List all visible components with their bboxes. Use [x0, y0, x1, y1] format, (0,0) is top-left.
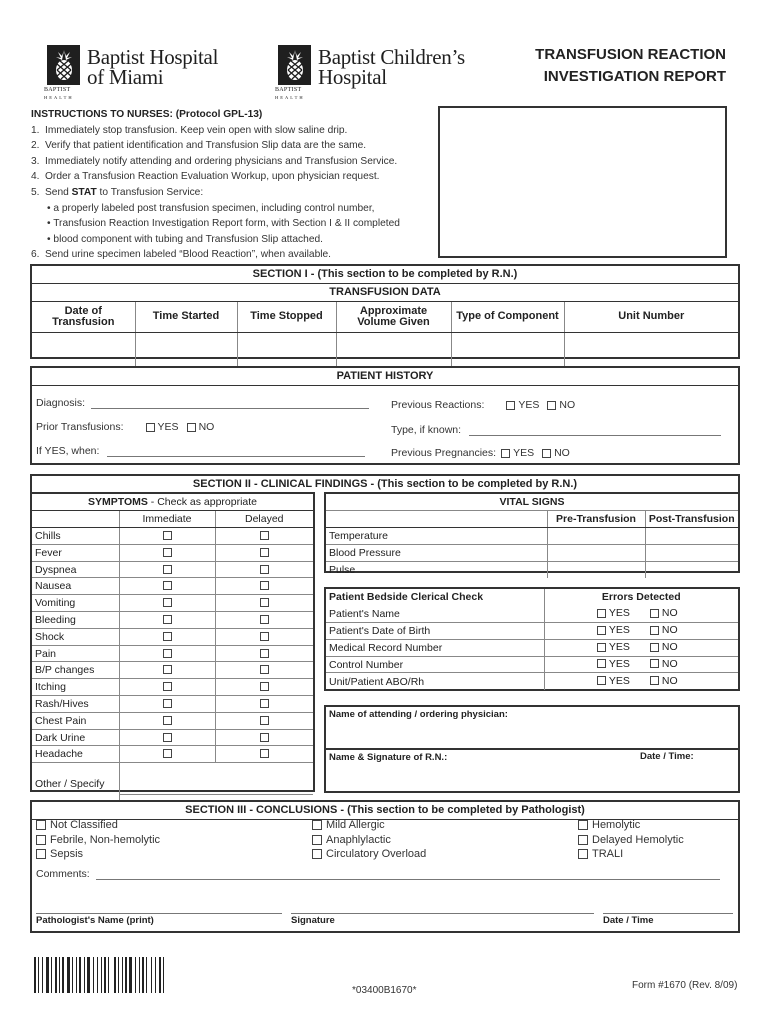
symptom-immediate-checkbox[interactable] [119, 679, 215, 696]
col-immediate: Immediate [119, 511, 215, 528]
symptom-delayed-checkbox[interactable] [215, 544, 313, 561]
checkbox-icon[interactable] [163, 548, 172, 557]
symptom-label: Bleeding [32, 612, 119, 629]
symptom-label: Chest Pain [32, 712, 119, 729]
col-type-of-component: Type of Component [451, 302, 564, 332]
instruction-item [31, 247, 431, 263]
yes-label: YES [518, 399, 540, 411]
patient-label-area[interactable] [438, 106, 727, 258]
yes-label: YES [157, 421, 179, 433]
checkbox-icon[interactable] [163, 682, 172, 691]
pathologist-signature-field[interactable] [291, 913, 594, 926]
item-text: Order a Transfusion Reaction Evaluation Workup, upon physician request. [45, 171, 380, 183]
symptom-label: B/P changes [32, 662, 119, 679]
symptom-label: Nausea [32, 578, 119, 595]
symptom-label: Pain [32, 645, 119, 662]
clerical-check-row [326, 623, 738, 640]
previous-reactions-label: Previous Reactions: [391, 399, 485, 411]
barcode [34, 957, 204, 993]
checkbox-icon[interactable] [260, 649, 269, 658]
item-number: 3. [31, 155, 40, 167]
errors-detected-options [544, 673, 738, 690]
clerical-check-label: Medical Record Number [326, 639, 544, 656]
symptom-immediate-checkbox[interactable] [119, 746, 215, 763]
col-unit-number: Unit Number [564, 302, 738, 332]
clerical-check-label: Patient's Date of Birth [326, 623, 544, 640]
rn-signature-field[interactable] [326, 750, 738, 791]
checkbox-icon[interactable] [260, 699, 269, 708]
logo-name-line1: Baptist Hospital [87, 45, 219, 69]
checkbox-icon[interactable] [312, 820, 322, 830]
vital-temperature-label: Temperature [326, 528, 547, 545]
symptom-label: Chills [32, 528, 119, 545]
item-text: Immediately notify attending and ordering physicians and Transfusion Service. [45, 155, 398, 167]
no-label: NO [661, 607, 678, 620]
previous-reactions-row [391, 399, 583, 411]
instruction-item [31, 169, 431, 185]
checkbox-icon[interactable] [547, 401, 556, 410]
conclusion-option-label: Hemolytic [592, 819, 641, 831]
symptom-immediate-checkbox[interactable] [119, 628, 215, 645]
errors-yes-option[interactable] [597, 675, 630, 687]
brand-tag: BAPTIST [275, 87, 302, 93]
no-label: NO [661, 624, 678, 637]
symptom-label: Fever [32, 544, 119, 561]
no-label: NO [661, 657, 678, 670]
prior-transfusions-label: Prior Transfusions: [36, 421, 124, 433]
conclusion-option-label: Sepsis [50, 848, 84, 860]
type-if-known-field[interactable] [469, 426, 721, 436]
patient-history-title: PATIENT HISTORY [32, 368, 738, 386]
checkbox-icon[interactable] [163, 581, 172, 590]
other-specify-field[interactable] [119, 763, 313, 805]
logo-baptist-hospital-miami [44, 45, 218, 101]
symptom-label: Shock [32, 628, 119, 645]
checkbox-icon[interactable] [260, 665, 269, 674]
temperature-post-field[interactable] [645, 528, 738, 545]
clerical-check-row [326, 606, 738, 623]
clerical-check-title: Patient Bedside Clerical Check [329, 591, 484, 604]
nurse-instructions [31, 107, 431, 263]
vital-pulse-label: Pulse [326, 561, 547, 578]
if-yes-when-field[interactable] [107, 447, 365, 457]
symptom-row [32, 612, 313, 629]
symptom-delayed-checkbox[interactable] [215, 746, 313, 763]
clerical-check-row [326, 673, 738, 690]
checkbox-icon[interactable] [260, 749, 269, 758]
section1-transfusion-data [30, 264, 740, 359]
symptom-immediate-checkbox[interactable] [119, 595, 215, 612]
pulse-post-field[interactable] [645, 561, 738, 578]
errors-yes-option[interactable] [597, 624, 630, 636]
checkbox-icon[interactable] [650, 676, 659, 685]
barcode-text: *03400B1670* [352, 985, 417, 996]
checkbox-icon[interactable] [597, 659, 606, 668]
symptom-delayed-checkbox[interactable] [215, 628, 313, 645]
checkbox-icon[interactable] [163, 665, 172, 674]
conclusion-option[interactable] [36, 819, 118, 831]
checkbox-icon[interactable] [36, 849, 46, 859]
symptom-delayed-checkbox[interactable] [215, 595, 313, 612]
symptom-row [32, 712, 313, 729]
conclusion-option-label: Delayed Hemolytic [592, 833, 684, 846]
instruction-item [31, 138, 431, 154]
previous-reactions-no[interactable] [547, 399, 575, 411]
checkbox-icon[interactable] [260, 598, 269, 607]
clerical-check-box [324, 587, 740, 691]
yes-label: YES [608, 657, 630, 670]
no-label: NO [554, 447, 570, 459]
checkbox-icon[interactable] [260, 565, 269, 574]
item-number: 5. [31, 186, 40, 198]
symptoms-title: SYMPTOMS [87, 496, 148, 509]
symptom-row [32, 696, 313, 713]
symptom-delayed-checkbox[interactable] [215, 679, 313, 696]
checkbox-icon[interactable] [650, 626, 659, 635]
conclusion-option[interactable] [312, 819, 385, 831]
clerical-check-row [326, 656, 738, 673]
col-line: Volume Given [357, 315, 430, 328]
clerical-check-table [326, 589, 738, 690]
no-label: NO [661, 641, 678, 654]
text-bold: STAT [71, 186, 97, 198]
errors-no-option[interactable] [650, 607, 678, 619]
checkbox-icon[interactable] [578, 835, 588, 845]
checkbox-icon[interactable] [260, 548, 269, 557]
errors-detected-options [544, 639, 738, 656]
symptom-row [32, 662, 313, 679]
previous-pregnancies-label: Previous Pregnancies: [391, 447, 497, 459]
symptoms-header [32, 494, 313, 511]
symptom-delayed-checkbox[interactable] [215, 612, 313, 629]
checkbox-icon[interactable] [163, 699, 172, 708]
pathologist-name-label: Pathologist's Name (print) [36, 915, 154, 926]
instruction-bullet: • blood component with tubing and Transfusion Slip attached. [47, 233, 323, 245]
conclusion-option-label: Not Classified [50, 819, 118, 831]
comments-field[interactable] [96, 870, 720, 880]
errors-detected-options [544, 656, 738, 673]
signatures-box [324, 705, 740, 793]
checkbox-icon[interactable] [36, 820, 46, 830]
checkbox-icon[interactable] [260, 581, 269, 590]
symptom-row [32, 561, 313, 578]
no-label: NO [661, 674, 678, 687]
col-line: Approximate [359, 304, 428, 317]
if-yes-when-label: If YES, when: [36, 445, 100, 457]
conclusion-option-label: Febrile, Non-hemolytic [50, 833, 161, 846]
instruction-item [31, 185, 431, 201]
checkbox-icon[interactable] [597, 643, 606, 652]
checkbox-icon[interactable] [163, 716, 172, 725]
physician-name-label: Name of attending / ordering physician: [329, 709, 508, 720]
symptom-delayed-checkbox[interactable] [215, 712, 313, 729]
clerical-check-label: Unit/Patient ABO/Rh [329, 675, 425, 688]
conclusion-option-label: Circulatory Overload [326, 848, 427, 860]
logo-baptist-childrens-hospital [275, 45, 465, 101]
rn-signature-label: Name & Signature of R.N.: [329, 752, 448, 763]
col-delayed: Delayed [215, 511, 313, 528]
logo-name-line1: Baptist Children’s [318, 45, 465, 69]
symptom-row [32, 746, 313, 763]
clerical-check-label: Patient's Name [326, 606, 544, 623]
logo-name-line2: Hospital [318, 65, 387, 89]
checkbox-icon[interactable] [312, 835, 322, 845]
errors-detected-options [544, 623, 738, 640]
checkbox-icon[interactable] [260, 682, 269, 691]
symptom-label: Dyspnea [32, 561, 119, 578]
symptom-label: Vomiting [32, 595, 119, 612]
symptom-delayed-checkbox[interactable] [215, 578, 313, 595]
checkbox-icon[interactable] [146, 423, 155, 432]
symptom-row [32, 595, 313, 612]
checkbox-icon[interactable] [506, 401, 515, 410]
item-text: Immediately stop transfusion. Keep vein open with slow saline drip. [45, 124, 348, 136]
checkbox-icon[interactable] [260, 531, 269, 540]
errors-no-option[interactable] [650, 675, 678, 687]
checkbox-icon[interactable] [163, 531, 172, 540]
checkbox-icon[interactable] [163, 632, 172, 641]
signature-label: Signature [291, 915, 335, 926]
checkbox-icon[interactable] [260, 716, 269, 725]
brand-tag-sub: HEALTH [275, 95, 305, 100]
symptom-immediate-checkbox[interactable] [119, 578, 215, 595]
symptoms-subtitle: - Check as appropriate [147, 496, 258, 509]
instructions-heading: INSTRUCTIONS TO NURSES: (Protocol GPL-13) [31, 109, 263, 120]
symptom-delayed-checkbox[interactable] [215, 662, 313, 679]
conclusion-option[interactable] [36, 848, 83, 860]
form-title-line1: TRANSFUSION REACTION [535, 46, 726, 63]
errors-yes-option[interactable] [597, 658, 630, 670]
conclusion-option[interactable] [36, 834, 160, 846]
errors-yes-option[interactable] [597, 607, 630, 619]
checkbox-icon[interactable] [163, 733, 172, 742]
checkbox-icon[interactable] [163, 598, 172, 607]
form-title [514, 44, 726, 88]
comments-row [36, 868, 720, 880]
checkbox-icon[interactable] [650, 643, 659, 652]
checkbox-icon[interactable] [163, 615, 172, 624]
col-post-transfusion: Post-Transfusion [645, 511, 738, 528]
col-line: Transfusion [52, 315, 115, 328]
conclusion-option[interactable] [578, 848, 623, 860]
symptom-row [32, 544, 313, 561]
symptom-col-blank [32, 511, 119, 528]
section1-title: SECTION I - (This section to be completed by R.N.) [32, 266, 738, 284]
checkbox-icon[interactable] [578, 820, 588, 830]
symptom-delayed-checkbox[interactable] [215, 729, 313, 746]
previous-pregnancies-no[interactable] [542, 447, 570, 459]
previous-pregnancies-row [391, 447, 578, 459]
symptom-immediate-checkbox[interactable] [119, 712, 215, 729]
transfusion-data-title: TRANSFUSION DATA [32, 284, 738, 302]
item-text: Send urine specimen labeled “Blood Reaction”, when available. [45, 249, 331, 261]
conclusion-option[interactable] [312, 834, 391, 846]
blood-pressure-pre-field[interactable] [547, 544, 645, 561]
symptom-immediate-checkbox[interactable] [119, 561, 215, 578]
conclusion-option-label: Mild Allergic [326, 819, 385, 831]
rn-date-time-label: Date / Time: [640, 751, 694, 762]
prior-transfusions-no[interactable] [187, 421, 215, 433]
yes-label: YES [608, 641, 630, 654]
conclusion-option-label: Anaphlylactic [326, 833, 391, 846]
item-number: 1. [31, 124, 40, 136]
brand-tag-sub: HEALTH [44, 95, 74, 100]
instruction-bullet: • a properly labeled post transfusion specimen, including control number, [47, 202, 375, 214]
checkbox-icon[interactable] [163, 649, 172, 658]
symptom-row [32, 528, 313, 545]
conclusion-option-label: TRALI [592, 848, 624, 860]
text-pre: Send [45, 186, 72, 198]
transfusion-data-table [32, 302, 738, 372]
previous-reactions-yes[interactable] [506, 399, 539, 411]
checkbox-icon[interactable] [187, 423, 196, 432]
symptom-row [32, 679, 313, 696]
symptom-immediate-checkbox[interactable] [119, 612, 215, 629]
errors-detected-options [544, 606, 738, 623]
yes-label: YES [513, 447, 535, 459]
vital-signs-title: VITAL SIGNS [326, 494, 738, 511]
logo-name-line2: of Miami [87, 65, 164, 89]
errors-yes-option[interactable] [597, 641, 630, 653]
col-pre-transfusion: Pre-Transfusion [547, 511, 645, 528]
pulse-pre-field[interactable] [547, 561, 645, 578]
symptoms-table [32, 494, 313, 805]
item-number: 2. [31, 140, 40, 152]
symptom-immediate-checkbox[interactable] [119, 696, 215, 713]
item-number: 4. [31, 171, 40, 183]
col-time-stopped: Time Stopped [237, 302, 336, 332]
symptom-immediate-checkbox[interactable] [119, 662, 215, 679]
instruction-item [31, 123, 431, 139]
no-label: NO [198, 421, 215, 433]
checkbox-icon[interactable] [597, 609, 606, 618]
other-specify-label: Other / Specify [32, 763, 119, 805]
symptom-delayed-checkbox[interactable] [215, 528, 313, 545]
form-number: Form #1670 (Rev. 8/09) [632, 980, 738, 991]
prior-transfusions-row [36, 421, 222, 433]
diagnosis-label: Diagnosis: [36, 397, 86, 409]
errors-no-option[interactable] [650, 641, 678, 653]
item-number: 6. [31, 249, 40, 261]
symptom-label: Itching [32, 679, 119, 696]
if-yes-when-row [36, 445, 365, 457]
blood-pressure-post-field[interactable] [645, 544, 738, 561]
symptom-row [32, 628, 313, 645]
pathologist-date-time-label: Date / Time [603, 915, 654, 926]
instruction-item [31, 154, 431, 170]
pineapple-icon [47, 45, 80, 85]
checkbox-icon[interactable] [650, 609, 659, 618]
checkbox-icon[interactable] [163, 565, 172, 574]
symptom-label: Rash/Hives [32, 696, 119, 713]
symptom-immediate-checkbox[interactable] [119, 528, 215, 545]
vital-blood-pressure-label: Blood Pressure [326, 544, 547, 561]
checkbox-icon[interactable] [260, 632, 269, 641]
item-text: Verify that patient identification and Transfusion Slip data are the same. [45, 140, 367, 152]
yes-label: YES [608, 674, 630, 687]
pineapple-icon [278, 45, 311, 85]
type-if-known-label: Type, if known: [391, 424, 462, 436]
checkbox-icon[interactable] [597, 676, 606, 685]
symptom-row [32, 578, 313, 595]
physician-name-field[interactable] [326, 707, 738, 750]
symptom-immediate-checkbox[interactable] [119, 544, 215, 561]
errors-no-option[interactable] [650, 624, 678, 636]
conclusion-option[interactable] [578, 834, 684, 846]
vital-col-blank [326, 511, 547, 528]
symptom-immediate-checkbox[interactable] [119, 729, 215, 746]
checkbox-icon[interactable] [650, 659, 659, 668]
errors-no-option[interactable] [650, 658, 678, 670]
checkbox-icon[interactable] [260, 615, 269, 624]
type-if-known-row [391, 424, 721, 436]
instruction-bullet: • Transfusion Reaction Investigation Report form, with Section I & II completed [47, 218, 400, 230]
section2-title: SECTION II - CLINICAL FINDINGS - (This section to be completed by R.N.) [192, 478, 578, 490]
checkbox-icon[interactable] [542, 449, 551, 458]
symptom-delayed-checkbox[interactable] [215, 561, 313, 578]
col-line: Date of [64, 304, 102, 317]
vital-signs-table [326, 494, 738, 578]
symptom-label: Headache [32, 746, 119, 763]
col-approx-volume [336, 302, 451, 332]
yes-label: YES [608, 607, 630, 620]
checkbox-icon[interactable] [501, 449, 510, 458]
clerical-check-row [326, 639, 738, 656]
symptom-label: Dark Urine [32, 729, 119, 746]
checkbox-icon[interactable] [597, 626, 606, 635]
section3-title: SECTION III - CONCLUSIONS - (This section to be completed by Pathologist) [32, 802, 738, 820]
clerical-check-label: Control Number [326, 656, 544, 673]
brand-tag: BAPTIST [44, 87, 71, 93]
comments-label: Comments: [36, 868, 90, 880]
symptom-delayed-checkbox[interactable] [215, 696, 313, 713]
errors-detected-title: Errors Detected [544, 589, 738, 606]
symptom-row [32, 729, 313, 746]
diagnosis-row [36, 397, 369, 409]
no-label: NO [559, 399, 576, 411]
checkbox-icon[interactable] [578, 849, 588, 859]
checkbox-icon[interactable] [163, 749, 172, 758]
diagnosis-field[interactable] [91, 399, 369, 409]
pathologist-name-field[interactable] [36, 913, 282, 926]
conclusion-option[interactable] [578, 819, 640, 831]
temperature-pre-field[interactable] [547, 528, 645, 545]
symptom-delayed-checkbox[interactable] [215, 645, 313, 662]
pathologist-date-time-field[interactable] [603, 913, 733, 926]
prior-transfusions-yes[interactable] [146, 421, 179, 433]
checkbox-icon[interactable] [260, 733, 269, 742]
yes-label: YES [608, 624, 630, 637]
text-post: to Transfusion Service: [96, 186, 204, 198]
item-text [45, 185, 203, 201]
form-title-line2: INVESTIGATION REPORT [543, 68, 726, 85]
vital-signs-box [324, 492, 740, 576]
col-date-of-transfusion [32, 302, 135, 332]
col-time-started: Time Started [135, 302, 237, 332]
section2-header [30, 474, 740, 494]
checkbox-icon[interactable] [36, 835, 46, 845]
symptom-immediate-checkbox[interactable] [119, 645, 215, 662]
previous-pregnancies-yes[interactable] [501, 447, 534, 459]
symptom-row [32, 645, 313, 662]
conclusion-option[interactable] [312, 848, 426, 860]
symptoms-table-box [30, 492, 315, 792]
checkbox-icon[interactable] [312, 849, 322, 859]
